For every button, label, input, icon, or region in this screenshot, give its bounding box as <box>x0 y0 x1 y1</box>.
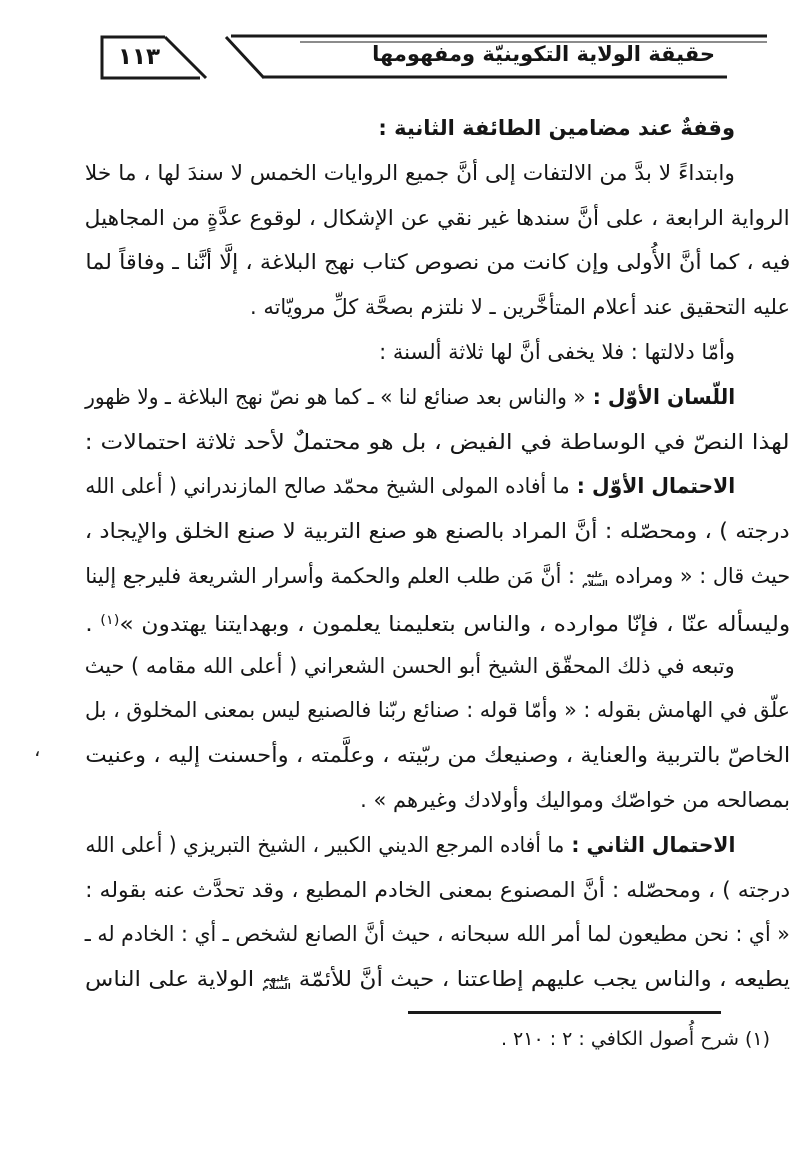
text-line-content <box>85 509 790 554</box>
text-run: فيه ، كما أنَّ الأُولى وإن كانت من نصوص كتاب نهج البلاغة ، إلَّا أنَّنا ـ وفاقاً لما <box>84 250 790 275</box>
text-run: . <box>85 611 100 636</box>
text-run: الرواية الرابعة ، على أنَّ سندها غير نقي عن الإشكال ، لوقوع عدَّةٍ من المجاهيل <box>85 205 790 230</box>
text-run: درجته ) ، ومحصّله : أنَّ المراد بالصنع هو صنع التربية لا صنع الخلق والإيجاد ، <box>85 519 790 544</box>
body-text <box>85 106 790 1002</box>
text-line-content <box>250 285 790 330</box>
text-run: علّق في الهامش بقوله : « وأمّا قوله : صنائع ربّنا فالصنيع ليس بمعنى المخلوق ، بل <box>85 698 790 723</box>
text-line-content <box>85 554 790 599</box>
text-run: ما أفاده المولى الشيخ محمّد صالح المازندراني ( أعلى الله <box>85 474 570 499</box>
footnote-ref: (١) <box>99 612 120 628</box>
text-run: وتبعه في ذلك المحقّق الشيخ أبو الحسن الشعراني ( أعلى الله مقامه ) حيث <box>85 653 735 678</box>
text-line <box>85 644 790 689</box>
text-line <box>85 868 790 913</box>
page-number: ١١٣ <box>117 44 161 70</box>
running-title: حقيقة الولاية التكوينيّة ومفهومها <box>372 42 715 66</box>
footnote-text: (١) شرح أُصول الكافي : ٢ : ٢١٠ . <box>500 1028 770 1050</box>
text-line-content <box>378 106 735 151</box>
text-run: الولاية على الناس <box>85 967 262 992</box>
text-line-content <box>85 420 790 465</box>
text-line <box>85 106 790 151</box>
footnote-separator <box>408 1011 721 1014</box>
text-line-content <box>85 868 790 913</box>
text-run: : أنَّ مَن طلب العلم والحكمة وأسرار الشريعة فليرجع إلينا <box>85 563 582 588</box>
text-line <box>85 688 790 733</box>
text-line <box>85 912 790 957</box>
honorific-mark: عليه السلام <box>581 570 608 588</box>
text-run: « أي : نحن مطيعون لما أمر الله سبحانه ، حيث أنَّ الصانع لشخص ـ أي : الخادم له ـ <box>85 922 790 947</box>
text-line-content <box>85 912 790 957</box>
text-line-content <box>85 196 790 241</box>
text-run: حيث قال : « ومراده <box>608 563 790 588</box>
text-line <box>85 464 790 509</box>
text-line-content <box>360 778 790 823</box>
text-run: يطيعه ، والناس يجب عليهم إطاعتنا ، حيث أنَّ للأئمّة <box>291 967 790 992</box>
bold-leadin: اللّسان الأوّل : <box>585 384 735 409</box>
text-run: لهذا النصّ في الوساطة في الفيض ، بل هو محتملٌ لأحد ثلاثة احتمالات : <box>85 429 790 454</box>
text-line <box>85 330 790 375</box>
text-line-content <box>85 240 790 285</box>
bold-leadin: الاحتمال الأوّل : <box>569 474 735 499</box>
text-line-content <box>85 733 790 778</box>
text-line-content <box>85 375 735 420</box>
text-line-content <box>85 151 735 196</box>
text-run: بمصالحه من خواصّك ومواليك وأولادك وغيرهم » . <box>360 787 790 812</box>
text-run: وابتداءً لا بدَّ من الالتفات إلى أنَّ جميع الروايات الخمس لا سندَ لها ، ما خلا <box>85 160 735 185</box>
margin-comma-mark: ، <box>34 737 41 761</box>
diagonal-line-2 <box>226 37 264 78</box>
text-run: وليسأله عنّا ، فإنّا موارده ، والناس بتعليمنا يعلمون ، وبهدايتنا يهتدون » <box>119 611 790 636</box>
text-line <box>85 420 790 465</box>
text-line-content <box>85 823 735 868</box>
text-line <box>85 823 790 868</box>
bold-leadin: وقفةٌ عند مضامين الطائفة الثانية : <box>378 116 735 140</box>
text-line-content <box>85 644 735 689</box>
text-line <box>85 151 790 196</box>
text-line-content <box>85 957 790 1002</box>
text-line <box>85 957 790 1002</box>
text-line <box>85 778 790 823</box>
text-line <box>85 554 790 599</box>
text-line-content <box>85 464 735 509</box>
diagonal-line-1 <box>165 37 206 78</box>
text-line <box>85 599 790 644</box>
text-run: عليه التحقيق عند أعلام المتأخَّرين ـ لا نلتزم بصحَّة كلِّ مرويّاته . <box>249 295 790 320</box>
text-line <box>85 196 790 241</box>
text-run: وأمّا دلالتها : فلا يخفى أنَّ لها ثلاثة ألسنة : <box>379 339 735 364</box>
text-run: « والناس بعد صنائع لنا » ـ كما هو نصّ نهج البلاغة ـ ولا ظهور <box>85 384 586 409</box>
text-line-content <box>85 599 790 647</box>
text-line-content <box>379 330 735 375</box>
text-line-content <box>85 688 790 733</box>
text-line <box>85 240 790 285</box>
honorific-mark: عليهم السلام <box>262 973 291 992</box>
text-line <box>85 375 790 420</box>
text-run: ما أفاده المرجع الديني الكبير ، الشيخ التبريزي ( أعلى الله <box>85 832 564 857</box>
text-run: الخاصّ بالتربية والعناية ، وصنيعك من ربّيته ، وعلَّمته ، وأحسنت إليه ، وعنيت <box>84 743 790 768</box>
text-line <box>85 509 790 554</box>
text-line <box>85 733 790 778</box>
text-line <box>85 285 790 330</box>
bold-leadin: الاحتمال الثاني : <box>563 832 735 857</box>
text-run: درجته ) ، ومحصّله : أنَّ المصنوع بمعنى الخادم المطيع ، وقد تحدَّث عنه بقوله : <box>85 877 790 902</box>
